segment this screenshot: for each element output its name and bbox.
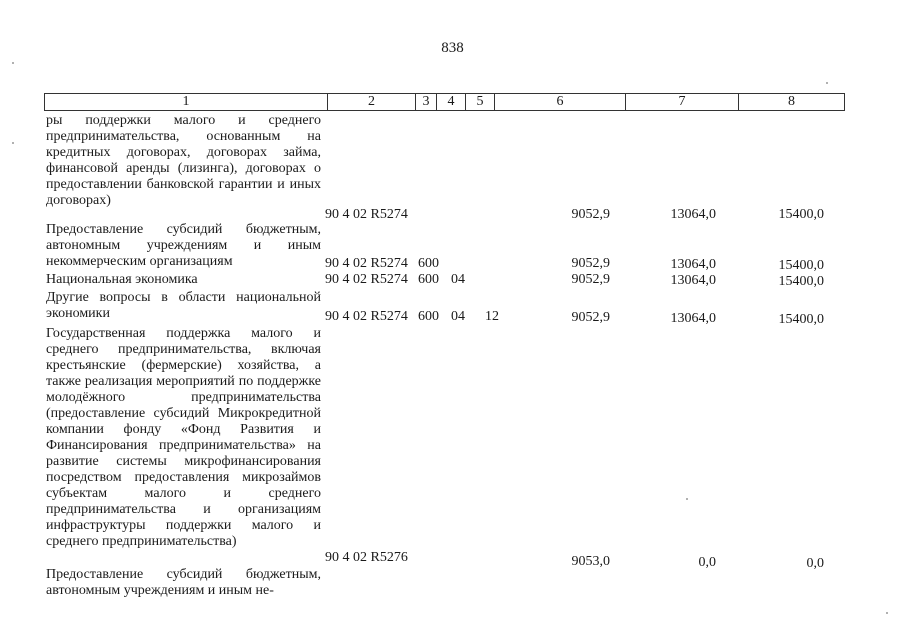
row-description: ры поддержки малого и среднего предпринимательства, основанным на кредитных договорах, договорах займа, финансовой аренды (лизинга), договорах о предоставлении банковской гарантии и иных договорах) [46, 113, 321, 208]
header-row [45, 94, 845, 111]
col-header-4: 4 [437, 94, 466, 111]
row-value-col7: 13064,0 [670, 273, 716, 288]
col-header-1: 1 [45, 94, 328, 111]
row-rz: 04 [451, 272, 465, 287]
scan-speck [886, 612, 888, 614]
document-page: 838 1 2 3 4 5 6 7 8 ры поддержки малого и среднего предпринимательства, основанным на кредитных договорах, договорах займа, финансовой аренды (лизинга), договорах о предоставлении банковской гарантии и иных договорах) 90 4 02 R5274 9052,9 13064,0 15400,0 Предоставление субсидий бюджетным, автономным учреждениям и иным некоммерческим организациям 90 4 02 R5274 600 9052,9 13064,0 15400,0 Национальная экономика 90 4 02 R5274 600 04 9052,9 13064,0 15400,0 Другие вопросы в области национальной экономики 90 4 02 R5274 600 04 12 9052,9 13064,0 15400,0 Государственная поддержка малого и среднего предпринимательства, включая крестьянские (фермерские) хозяйства, а также реализация мероприятий по поддержке молодёжного предпринимательства (предоставление субсидий Микрокредитной компании фонду «Фонд Развития и Финансирования предпринимательства» на развитие системы микрофинансирования посредством предоставления микрозаймов субъектам малого и среднего предпринимательства и организациям инфраструктуры поддержки малого и среднего предпринимательства) 90 4 02 R5276 9053,0 0,0 0,0 Предоставление субсидий бюджетным, автономным учреждениям и иным не- [0, 0, 905, 640]
row-value-col6: 9052,9 [571, 310, 610, 325]
row-rz: 04 [451, 309, 465, 324]
row-value-col7: 0,0 [698, 555, 716, 570]
row-code: 90 4 02 R5274 [325, 207, 408, 222]
row-value-col8: 0,0 [806, 556, 824, 571]
row-value-col6: 9052,9 [571, 272, 610, 287]
row-code: 90 4 02 R5274 [325, 256, 408, 271]
col-header-5: 5 [466, 94, 495, 111]
scan-speck [12, 142, 14, 144]
row-value-col7: 13064,0 [670, 311, 716, 326]
row-code: 90 4 02 R5276 [325, 550, 408, 565]
row-value-col8: 15400,0 [778, 312, 824, 327]
page-number: 838 [441, 40, 464, 56]
col-header-8: 8 [739, 94, 845, 111]
column-header-table [44, 93, 845, 111]
row-value-col8: 15400,0 [778, 207, 824, 222]
row-description: Национальная экономика [46, 272, 198, 287]
row-value-col6: 9053,0 [571, 554, 610, 569]
scan-speck [826, 82, 828, 84]
col-header-3: 3 [416, 94, 437, 111]
col-header-2: 2 [328, 94, 416, 111]
scan-speck [686, 498, 688, 500]
scan-speck [12, 62, 14, 64]
row-pr: 12 [485, 309, 499, 324]
row-code: 90 4 02 R5274 [325, 272, 408, 287]
col-header-6: 6 [495, 94, 626, 111]
row-value-col8: 15400,0 [778, 274, 824, 289]
row-description: Государственная поддержка малого и среднего предпринимательства, включая крестьянские (фермерские) хозяйства, а также реализация мероприятий по поддержке молодёжного предпринимательства (предоставление субсидий Микрокредитной компании фонду «Фонд Развития и Финансирования предпринимательства» на развитие системы микрофинансирования посредством предоставления микрозаймов субъектам малого и среднего предпринимательства и организациям инфраструктуры поддержки малого и среднего предпринимательства) [46, 326, 321, 549]
row-value-col6: 9052,9 [571, 207, 610, 222]
row-description: Другие вопросы в области национальной экономики [46, 290, 321, 321]
row-description: Предоставление субсидий бюджетным, автономным учреждениям и иным некоммерческим организациям [46, 222, 321, 269]
row-code: 90 4 02 R5274 [325, 309, 408, 324]
row-value-col7: 13064,0 [670, 207, 716, 222]
row-value-col7: 13064,0 [670, 257, 716, 272]
row-description: Предоставление субсидий бюджетным, автономным учреждениям и иным не- [46, 567, 321, 598]
row-value-col6: 9052,9 [571, 256, 610, 271]
row-value-col8: 15400,0 [778, 258, 824, 273]
col-header-7: 7 [626, 94, 739, 111]
